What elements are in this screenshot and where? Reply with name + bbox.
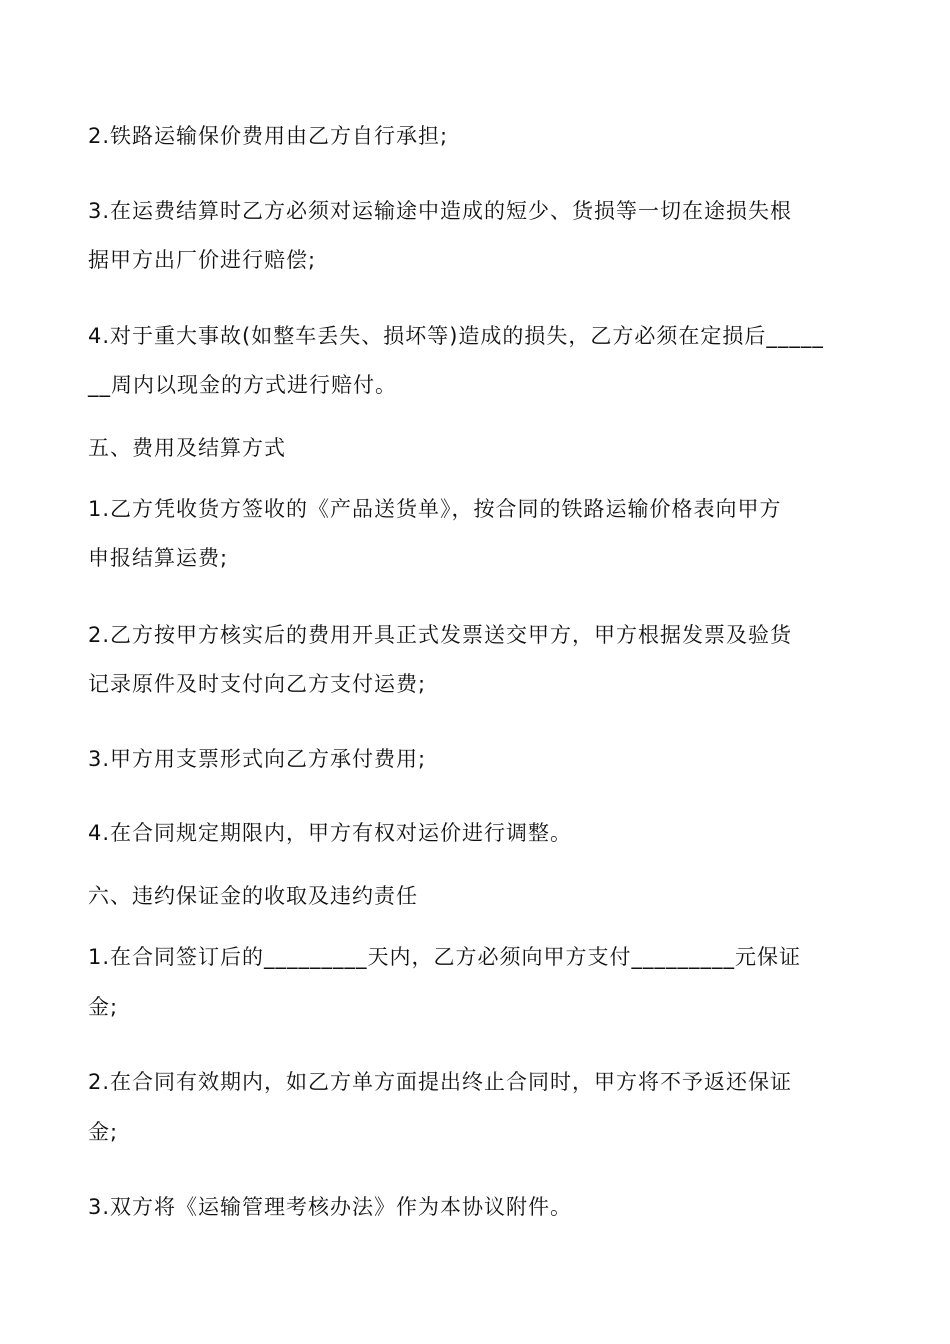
clause-line: 1.乙方凭收货方签收的《产品送货单》，按合同的铁路运输价格表向甲方	[88, 497, 782, 521]
clause-line: 2.铁路运输保价费用由乙方自行承担;	[88, 124, 449, 148]
clause-line: 金;	[88, 1120, 119, 1144]
clause-line: 4.在合同规定期限内，甲方有权对运价进行调整。	[88, 821, 573, 845]
clause-line: 3.双方将《运输管理考核办法》作为本协议附件。	[88, 1195, 573, 1219]
clause-line: 4.对于重大事故(如整车丢失、损坏等)造成的损失，乙方必须在定损后_____	[88, 324, 824, 348]
clause-line: __周内以现金的方式进行赔付。	[88, 373, 397, 397]
clause-line: 1.在合同签订后的_________天内，乙方必须向甲方支付_________元保证	[88, 945, 802, 969]
clause-line: 2.乙方按甲方核实后的费用开具正式发票送交甲方，甲方根据发票及验货	[88, 623, 793, 647]
clause-line: 3.甲方用支票形式向乙方承付费用;	[88, 747, 427, 771]
clause-line: 申报结算运费;	[88, 546, 229, 570]
section-heading: 五、费用及结算方式	[88, 436, 286, 460]
clause-line: 2.在合同有效期内，如乙方单方面提出终止合同时，甲方将不予返还保证	[88, 1070, 793, 1094]
section-heading: 六、违约保证金的收取及违约责任	[88, 884, 418, 908]
clause-line: 金;	[88, 995, 119, 1019]
clause-line: 据甲方出厂价进行赔偿;	[88, 248, 317, 272]
clause-line: 记录原件及时支付向乙方支付运费;	[88, 672, 427, 696]
clause-line: 3.在运费结算时乙方必须对运输途中造成的短少、货损等一切在途损失根	[88, 199, 793, 223]
